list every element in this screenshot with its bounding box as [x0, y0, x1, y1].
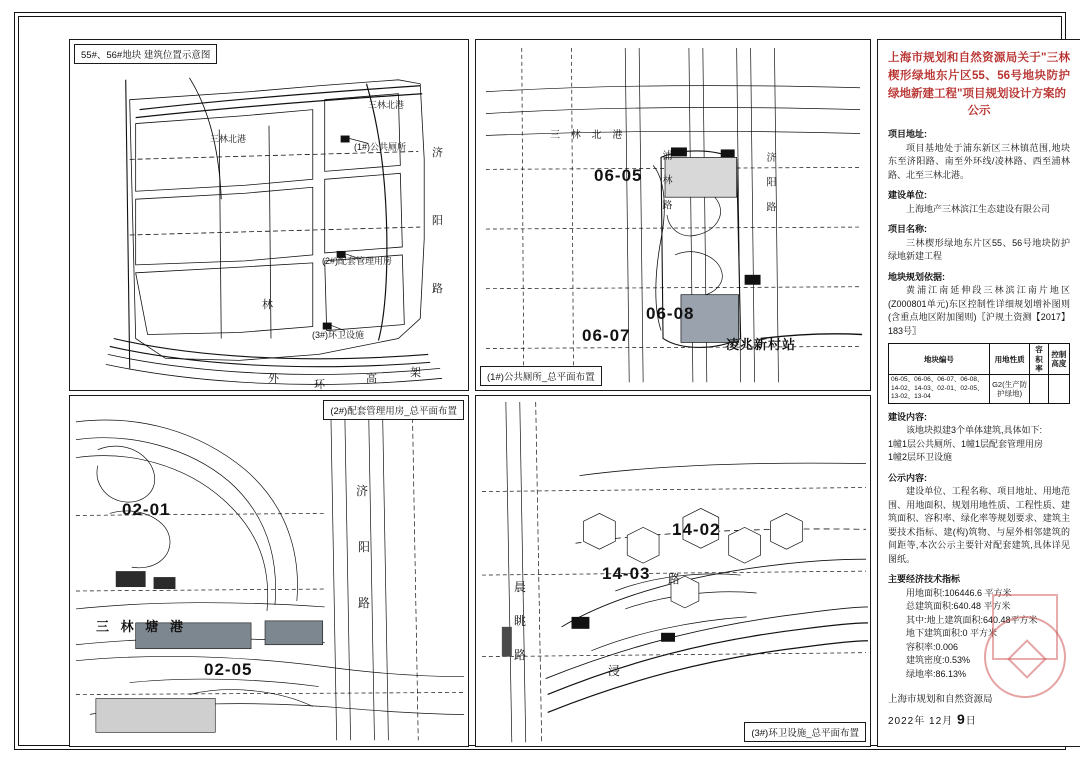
text-planning-basis: 黄浦江南延伸段三林滨江南片地区(Z000801单元)东区控制性详细规划增补图则(含重点地区附加图则)〖沪规土资测【2017】183号〗 [888, 285, 1070, 336]
label-mgmt-jiyang-3: 路 [358, 596, 371, 610]
label-developer: 建设单位: [888, 190, 927, 201]
label-public-toilet: (1#)公共厕所 [354, 142, 407, 152]
label-indicators: 主要经济技术指标 [888, 574, 961, 585]
table-row [889, 375, 1070, 403]
label-lin: 林 [262, 299, 273, 311]
zone-cell-far [1030, 375, 1048, 403]
text-publicity-content: 建设单位、工程名称、项目地址、用地范围、用地面积、规划用地性质、工程性质、建筑面积、容积率、绿化率等规划要求、建筑主要技术指标、建(构)筑物、与屋外相邻建筑的间距等,本次公示主要针对配套建筑,具体详见图纸。 [888, 486, 1070, 564]
label-mgmt-jiyang-2: 阳 [358, 540, 371, 554]
block-14-02: 14-02 [672, 520, 721, 539]
block-06-07: 06-07 [582, 326, 631, 345]
panel-sanitation-siteplan [475, 395, 871, 747]
label-management-building: (2#)配套管理用房 [322, 256, 393, 266]
label-outer-ring-2: 环 [314, 379, 325, 391]
panel-mgmt-caption: (2#)配套管理用房_总平面布置 [323, 400, 464, 420]
panel-public-toilet-siteplan [475, 39, 871, 391]
text-build-content: 该地块拟建3个单体建筑,具体如下: [906, 425, 1043, 436]
label-sanlin-tanggang: 三 林 塘 港 [96, 619, 187, 634]
zone-col-id: 地块编号 [889, 344, 990, 375]
text-project-name: 三林楔形绿地东片区55、56号地块防护绿地新建工程 [888, 237, 1070, 262]
panel-management-building-siteplan [69, 395, 469, 747]
issue-date [888, 711, 1070, 727]
label-chen: 晨 [514, 580, 527, 594]
date-year-unit: 年 [914, 716, 926, 728]
panel-public-notice [877, 39, 1080, 747]
zone-table-header-row [889, 344, 1070, 375]
mgmt-map-drawing [70, 396, 468, 746]
label-pulin-road: 浦 林 路 [660, 150, 671, 216]
date-year: 2022 [888, 716, 915, 728]
indicator-above-ground-area: 其中:地上建筑面积:640.48平方米 [906, 614, 1038, 625]
label-build-content: 建设内容: [888, 411, 927, 422]
label-env-road: 路 [668, 572, 681, 586]
indicator-total-floor-area: 总建筑面积:640.48 平方米 [906, 601, 1011, 612]
label-jin: 浸 [608, 664, 621, 678]
zone-col-height: 控制高度 [1048, 344, 1069, 375]
label-outer-ring-1: 外 [268, 373, 279, 385]
section-project-name [888, 223, 1070, 264]
label-outer-ring-4: 架 [410, 367, 421, 379]
label-sanlin-beigang-river: 三 林 北 港 [550, 130, 627, 141]
label-lu: 路 [514, 648, 527, 662]
block-06-08: 06-08 [646, 304, 695, 323]
zone-table [888, 343, 1070, 403]
zone-col-far: 容积率 [1030, 344, 1048, 375]
label-mgmt-jiyang-1: 济 [356, 484, 369, 498]
label-project-name: 项目名称: [888, 224, 927, 235]
build-item-2: 1幢2层环卫设施 [888, 452, 953, 463]
indicator-underground-area: 地下建筑面积:0 平方米 [906, 628, 998, 639]
label-jiyang-road-1: 济 [432, 147, 443, 159]
zone-cell-use: G2(生产防护绿地) [989, 375, 1030, 403]
label-tiao: 眺 [514, 614, 527, 628]
notice-title-line-1: 上海市规划和自然资源局关于"三林 [888, 52, 1070, 64]
label-jiyang-road-2: 阳 [432, 215, 443, 227]
label-sanitation-facility: (3#)环卫设施 [312, 330, 365, 340]
panel-location-caption: 55#、56#地块 建筑位置示意图 [74, 44, 217, 64]
notice-title-line-3: 绿地新建工程"项目规划设计方案的 [888, 87, 1066, 100]
section-planning-basis [888, 271, 1070, 339]
section-developer [888, 189, 1070, 216]
panel-env-caption: (3#)环卫设施_总平面布置 [744, 722, 866, 742]
section-publicity-content [888, 472, 1070, 567]
text-project-address: 项目基地处于浦东新区三林镇范围,地块东至济阳路、南至外环线/凌林路、西至浦林路、北至三林北港。 [888, 142, 1070, 180]
notice-title-line-4: 公示 [967, 105, 991, 118]
notice-title-line-2: 楔形绿地东片区55、56号地块防护 [888, 69, 1070, 82]
panel-location-diagram [69, 39, 469, 391]
zone-cell-id: 06-05、06-06、06-07、06-08、14-02、14-03、02-01、02-05、13-02、13-04 [889, 375, 990, 403]
label-planning-basis: 地块规划依据: [888, 271, 945, 282]
location-map-drawing [70, 40, 468, 390]
zone-col-use: 用地性质 [989, 344, 1030, 375]
indicator-building-density: 建筑密度:0.53% [906, 655, 971, 666]
indicator-site-area: 用地面积:106446.6 平方米 [906, 587, 1012, 598]
label-jiyang-road: 济 阳 路 [764, 152, 775, 218]
date-day-unit: 日 [965, 716, 977, 728]
indicator-green-ratio: 绿地率:86.13% [906, 668, 967, 679]
block-02-01: 02-01 [122, 500, 171, 519]
label-sanlin-beigang-east: 三林北港 [368, 100, 405, 110]
official-round-stamp [984, 616, 1066, 698]
panel-toilet-caption: (1#)公共厕所_总平面布置 [480, 366, 602, 386]
date-month-unit: 月 [942, 716, 954, 728]
block-02-05: 02-05 [204, 660, 253, 679]
label-sanlin-beigang-west: 三林北港 [210, 134, 247, 144]
notice-title [888, 50, 1070, 121]
section-build-content [888, 411, 1070, 465]
date-day: 9 [956, 711, 966, 728]
label-jiyang-road-3: 路 [432, 283, 443, 295]
build-item-1: 1幢1层公共厕所、1幢1层配套管理用房 [888, 438, 1044, 449]
indicator-far: 容积率:0.006 [906, 641, 959, 652]
block-14-03: 14-03 [602, 564, 651, 583]
label-publicity-content: 公示内容: [888, 472, 927, 483]
label-project-address: 项目地址: [888, 129, 927, 140]
issuer-name: 上海市规划和自然资源局 [888, 694, 993, 706]
zone-cell-height [1048, 375, 1069, 403]
label-lingzhao-village-station: 凌兆新村站 [726, 337, 797, 352]
text-developer: 上海地产三林滨江生态建设有限公司 [906, 203, 1051, 214]
date-month: 12 [929, 716, 943, 728]
label-outer-ring-3: 高 [366, 373, 377, 385]
block-06-05: 06-05 [594, 166, 643, 185]
sheet-border-inner [18, 16, 1070, 746]
section-project-address [888, 128, 1070, 182]
